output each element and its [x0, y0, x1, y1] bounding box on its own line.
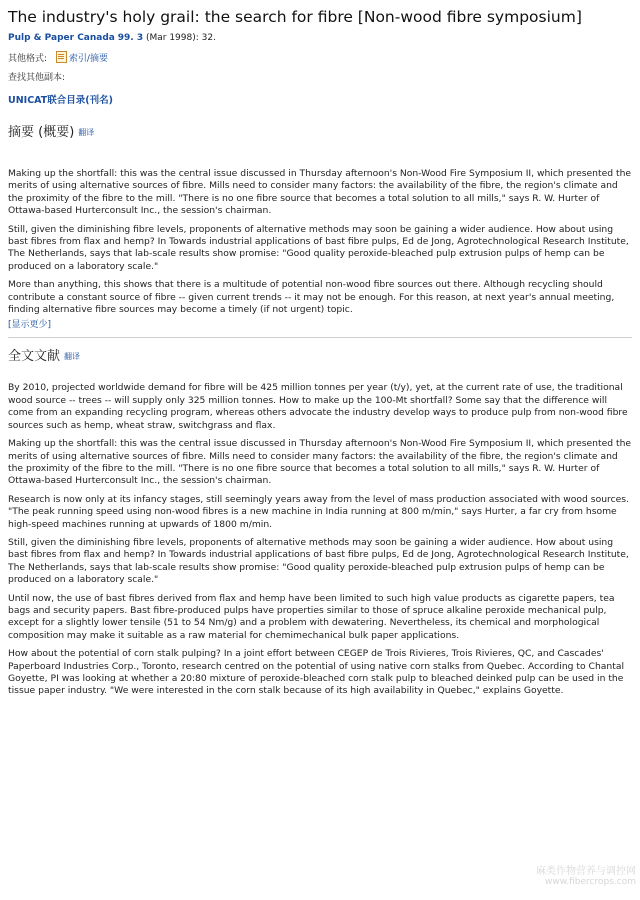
- fulltext-heading-text: 全文文献: [8, 349, 61, 365]
- citation-date: (Mar 1998): 32.: [145, 33, 216, 43]
- unicat-link[interactable]: UNICAT联合目录(刊名): [8, 95, 113, 106]
- volume-link[interactable]: 99. 3: [117, 33, 144, 43]
- fulltext-paragraph: Until now, the use of bast fibres derived from flax and hemp have been limited to such high value products as cigarette papers, tea bags and security papers. Bast fibre-produced pulps have properties similar to those of spruce alkaline peroxide mechanical pulp, except for a slightly lower tensile (51 to 54 Nm/g) and a problem with dewatering. Nevertheless, its chemical and morphological composition may make it suitable as a raw material for chemimechanical bulk paper applications.: [8, 592, 615, 641]
- abstract-paragraph: More than anything, this shows that there is a multitude of potential non-wood fibre sources out there. Although recycling should contribute a constant source of fibre -- given current trends -- it may not be enough. For this reason, at next year's annual meeting, finding alternative fibre sources may become a timely (if not urgent) topic.: [8, 279, 615, 316]
- abstract-heading-text: 摘要 (概要): [8, 125, 75, 140]
- show-less-link[interactable]: [显示更少]: [8, 320, 52, 331]
- abstract-paragraph: Making up the shortfall: this was the central issue discussed in Thursday afternoon's Non-Wood Fire Symposium II, which presented the merits of using alternative sources of fibre. Mills need to consider many factors: the availability of the fibre, the region's climate and the proximity of the fibre to the mill. "There is no one fibre source that becomes a total solution to all mills," says R. W. Hurter of Ottawa-based Hurterconsult Inc., the session's chairman.: [8, 168, 632, 217]
- find-copy-row: [8, 72, 632, 85]
- fulltext-paragraph: By 2010, projected worldwide demand for fibre will be 425 million tonnes per year (t/y), yet, at the current rate of use, the traditional wood source -- trees -- will supply only 325 million tonnes. How to make up the 100-Mt shortfall? Some say that the difference will come from an expanding recycling program, whereas others advocate the industry develop ways to produce pulp from non-wood fibre sources such as hemp, wheat straw, switchgrass and flax.: [8, 382, 628, 431]
- fulltext-paragraph: Research is now only at its infancy stages, still seemingly years away from the level of mass production associated with wood sources. "The peak running speed using non-wood fibres is a new machine in India running at 800 m/min," says Hurter, a far cry from hsome high-speed machines running at upwards of 1800 m/min.: [8, 493, 630, 530]
- document-icon: [56, 51, 67, 63]
- section-divider: [8, 337, 632, 338]
- other-formats-label: 其他格式:: [8, 54, 48, 64]
- fulltext-paragraph: Making up the shortfall: this was the central issue discussed in Thursday afternoon's Non-Wood Fire Symposium II, which presented the merits of using alternative sources of fibre. Mills need to consider many factors: the availability of the fibre, the region's climate and the proximity of the fibre to the mill. "There is no one fibre source that becomes a total solution to all mills," says R. W. Hurter of Ottawa-based Hurterconsult Inc., the session's chairman.: [8, 438, 632, 487]
- abstract-heading: [8, 122, 632, 144]
- abstract-translate-link[interactable]: 翻译: [78, 128, 95, 137]
- index-abstract-link[interactable]: 索引/摘要: [68, 54, 108, 64]
- journal-link[interactable]: Pulp & Paper Canada: [8, 33, 115, 43]
- fulltext-translate-link[interactable]: 翻译: [64, 352, 81, 362]
- abstract-body: [8, 168, 632, 331]
- watermark-url: www.fibercrops.com: [545, 877, 636, 887]
- abstract-paragraph: Still, given the diminishing fibre levels, proponents of alternative methods may soon be gaining a wider audience. How about using bast fibres from flax and hemp? In Towards industrial applications of bast fibre pulps, Ed de Jong, Agrotechnological Research Institute, The Netherlands, says that lab-scale results show promise: "Good quality peroxide-bleached pulp extrusion pulps of hemp can be produced on a laboratory scale.": [8, 223, 629, 272]
- fulltext-paragraph: Still, given the diminishing fibre levels, proponents of alternative methods may soon be gaining a wider audience. How about using bast fibres from flax and hemp? In Towards industrial applications of bast fibre pulps, Ed de Jong, Agrotechnological Research Institute, The Netherlands, says that lab-scale results show promise: "Good quality peroxide-bleached pulp extrusion pulps of hemp can be produced on a laboratory scale.": [8, 536, 629, 586]
- find-copy-label: 查找其他副本:: [8, 73, 66, 83]
- site-watermark: [536, 866, 636, 888]
- watermark-name: 麻类作物营养与调控网: [536, 866, 636, 877]
- citation: [8, 32, 632, 45]
- other-formats-row: [8, 51, 632, 66]
- fulltext-body: [8, 382, 632, 697]
- article-title: The industry's holy grail: the search for fibre [Non-wood fibre symposium]: [8, 8, 582, 26]
- fulltext-heading: [8, 346, 632, 368]
- fulltext-paragraph: How about the potential of corn stalk pulping? In a joint effort between CEGEP de Trois Rivieres, Trois Rivieres, QC, and Cascades' Paperboard Industries Corp., Toronto, research centred on the potential of using native corn stalks from Quebec. According to Chantal Goyette, PI was looking at whether a 20:80 mixture of peroxide-bleached corn stalk pulp to bleached deinked pulp can be used in the tissue paper industry. "We were interested in the corn stalk because of its high availability in Quebec," explains Goyette.: [8, 648, 625, 697]
